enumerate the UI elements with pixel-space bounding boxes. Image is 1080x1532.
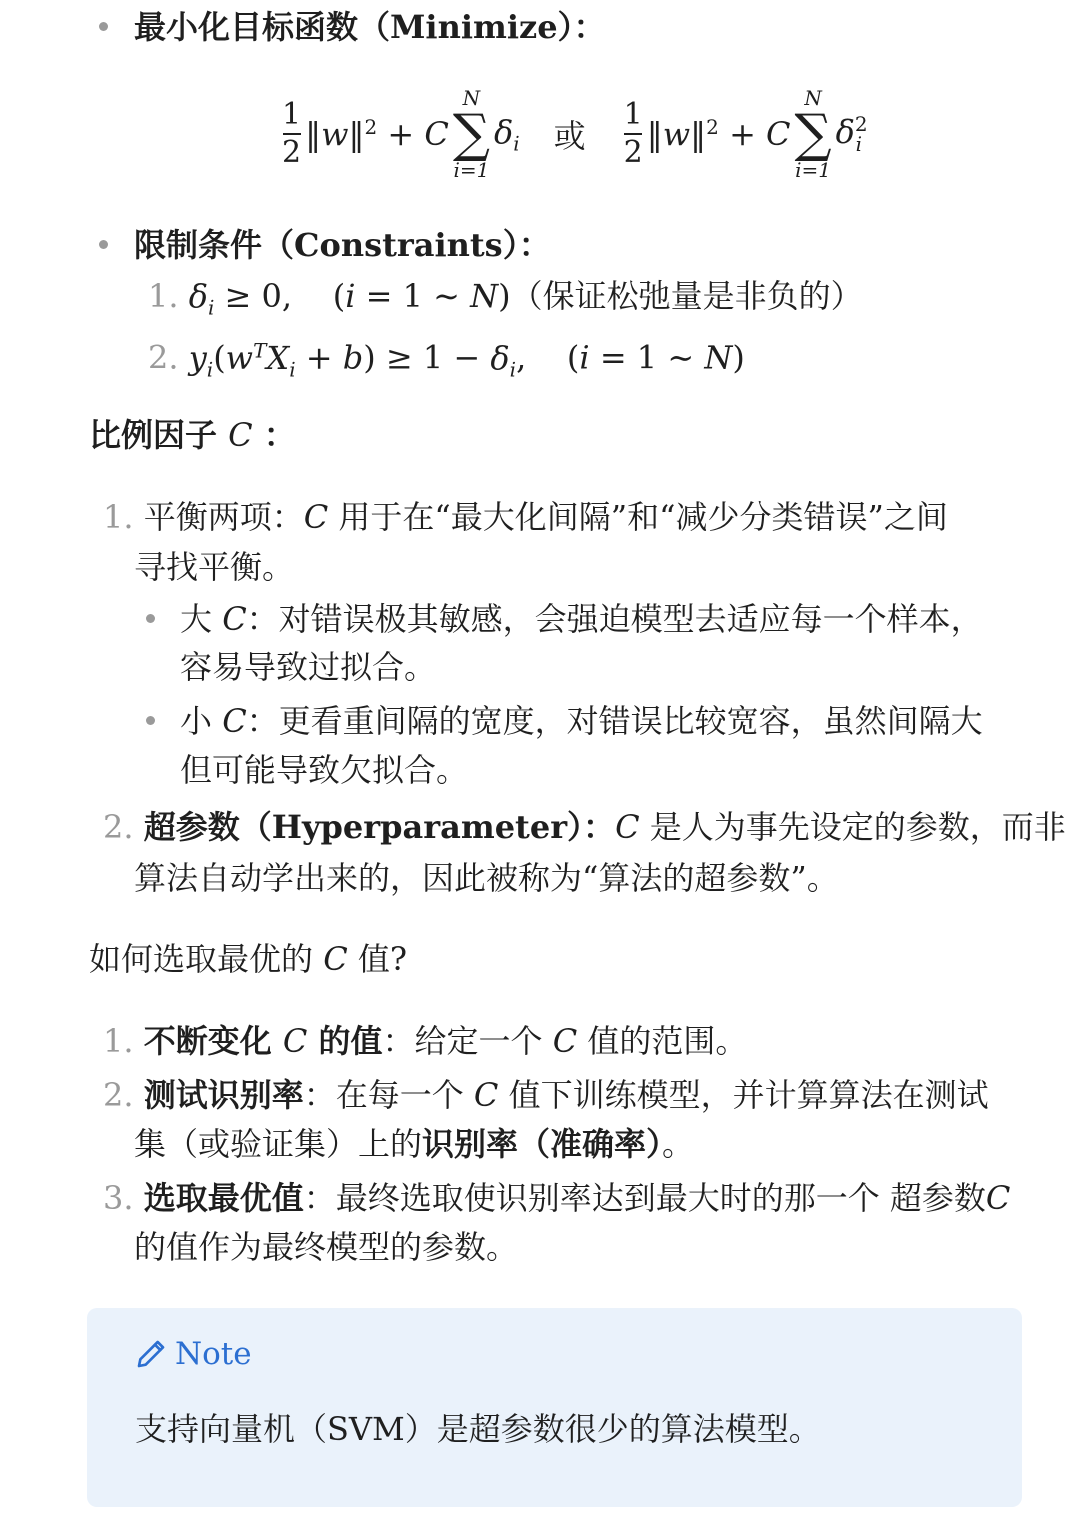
step-2-line-1: 2. 测试识别率：在每一个 C 值下训练模型，并计算算法在测试 xyxy=(103,1076,989,1114)
note-callout xyxy=(87,1308,1022,1507)
step-1-title: 不断变化 xyxy=(143,1022,272,1060)
balance-text-1: 用于在“最大化间隔”和“减少分类错误”之间 xyxy=(338,498,948,536)
constraint-2: 2. $y_i(w^TX_i + b) \ge 1 - \delta_i$, (i = 1 ∼ N) xyxy=(148,338,745,382)
summation: N ∑ i=1 xyxy=(452,86,490,182)
ratio-heading: 比例因子 C ： xyxy=(89,416,296,454)
step-2-bold: 识别率（准确率） xyxy=(422,1125,663,1163)
step-1-text-a: ：给定一个 xyxy=(382,1022,543,1060)
or-label: 或 xyxy=(553,117,586,155)
small-c-prefix: 小 xyxy=(180,702,213,740)
bullet xyxy=(99,22,108,31)
step-2-text-b: 值下训练模型，并计算算法在测试 xyxy=(508,1076,989,1114)
step-2-text-d: 。 xyxy=(662,1125,695,1163)
question-prefix: 如何选取最优的 xyxy=(89,940,314,978)
step-3-title: 选取最优值 xyxy=(143,1179,304,1217)
step-2-text-a: ：在每一个 xyxy=(303,1076,464,1114)
fraction-half-2: $\frac{1}{2}$ xyxy=(623,97,643,170)
step-1: 1. 不断变化 C 的值：给定一个 C 值的范围。 xyxy=(103,1022,748,1060)
note-body: 支持向量机（SVM）是超参数很少的算法模型。 xyxy=(135,1410,821,1448)
constraint-1: 1. $\delta_i \ge 0$, (i = 1 ∼ N)（保证松弛量是非负的） xyxy=(148,277,863,320)
small-c-line-1: 小 C：更看重间隔的宽度，对错误比较宽容，虽然间隔大 xyxy=(180,702,983,740)
step-2-line-2 xyxy=(134,1121,694,1167)
pencil-icon xyxy=(135,1338,167,1370)
summation-2: N ∑ i=1 xyxy=(794,86,832,182)
bullet xyxy=(146,716,155,725)
step-3-text-a: ：最终选取使识别率达到最大时的那一个 超参数 xyxy=(303,1179,986,1217)
bullet xyxy=(146,614,155,623)
ratio-heading-text: 比例因子 xyxy=(89,416,218,454)
big-c-text-1: ：对错误极其敏感，会强迫模型去适应每一个样本， xyxy=(246,600,983,638)
choose-question: 如何选取最优的 C 值? xyxy=(89,940,408,978)
balance-line-2: 寻找平衡。 xyxy=(134,548,295,586)
step-1-title-tail: 的值 xyxy=(318,1022,383,1060)
small-c-text-1: ：更看重间隔的宽度，对错误比较宽容，虽然间隔大 xyxy=(246,702,983,740)
note-title: Note xyxy=(175,1336,252,1372)
step-1-text-b: 值的范围。 xyxy=(587,1022,748,1060)
bullet xyxy=(99,240,108,249)
constraint-1-note: （保证松弛量是非负的） xyxy=(510,277,863,315)
hyper-line-1: 2. 超参数（Hyperparameter）：C 是人为事先设定的参数，而非 xyxy=(103,808,1066,846)
objective-label: 最小化目标函数（Minimize）： xyxy=(134,8,606,46)
small-c-line-2: 但可能导致欠拟合。 xyxy=(180,751,469,789)
step-3-line-2: 的值作为最终模型的参数。 xyxy=(134,1228,519,1266)
hyper-title: 超参数（Hyperparameter）： xyxy=(143,808,616,846)
ratio-heading-tail: ： xyxy=(263,416,296,454)
big-c-line-2: 容易导致过拟合。 xyxy=(180,648,437,686)
fraction-half: $\frac{1}{2}$ xyxy=(282,97,302,170)
step-2-text-c: 集（或验证集）上的 xyxy=(134,1125,423,1163)
big-c-line-1: 大 C：对错误极其敏感，会强迫模型去适应每一个样本， xyxy=(180,600,983,638)
objective-formula: $\frac{1}{2}$ ‖w‖$^2$ + C N ∑ i=1 $\delta_i$ 或 $\frac{1}{2}$ ‖w‖$^2$ + C N ∑ i=1 $\delta^2_i$ xyxy=(282,86,868,182)
hyper-line-2: 算法自动学出来的，因此被称为“算法的超参数”。 xyxy=(134,859,839,897)
constraints-label: 限制条件（Constraints）： xyxy=(134,226,551,264)
step-3-line-1: 3. 选取最优值：最终选取使识别率达到最大时的那一个 超参数C xyxy=(103,1179,1011,1217)
step-2-title: 测试识别率 xyxy=(143,1076,304,1114)
note-header xyxy=(135,1332,252,1376)
balance-title: 平衡两项 xyxy=(143,498,272,536)
hyper-text-1: 是人为事先设定的参数，而非 xyxy=(649,808,1066,846)
question-suffix: 值? xyxy=(357,940,408,978)
big-c-prefix: 大 xyxy=(180,600,213,638)
balance-line-1: 1. 平衡两项：C 用于在“最大化间隔”和“减少分类错误”之间 xyxy=(103,498,948,536)
